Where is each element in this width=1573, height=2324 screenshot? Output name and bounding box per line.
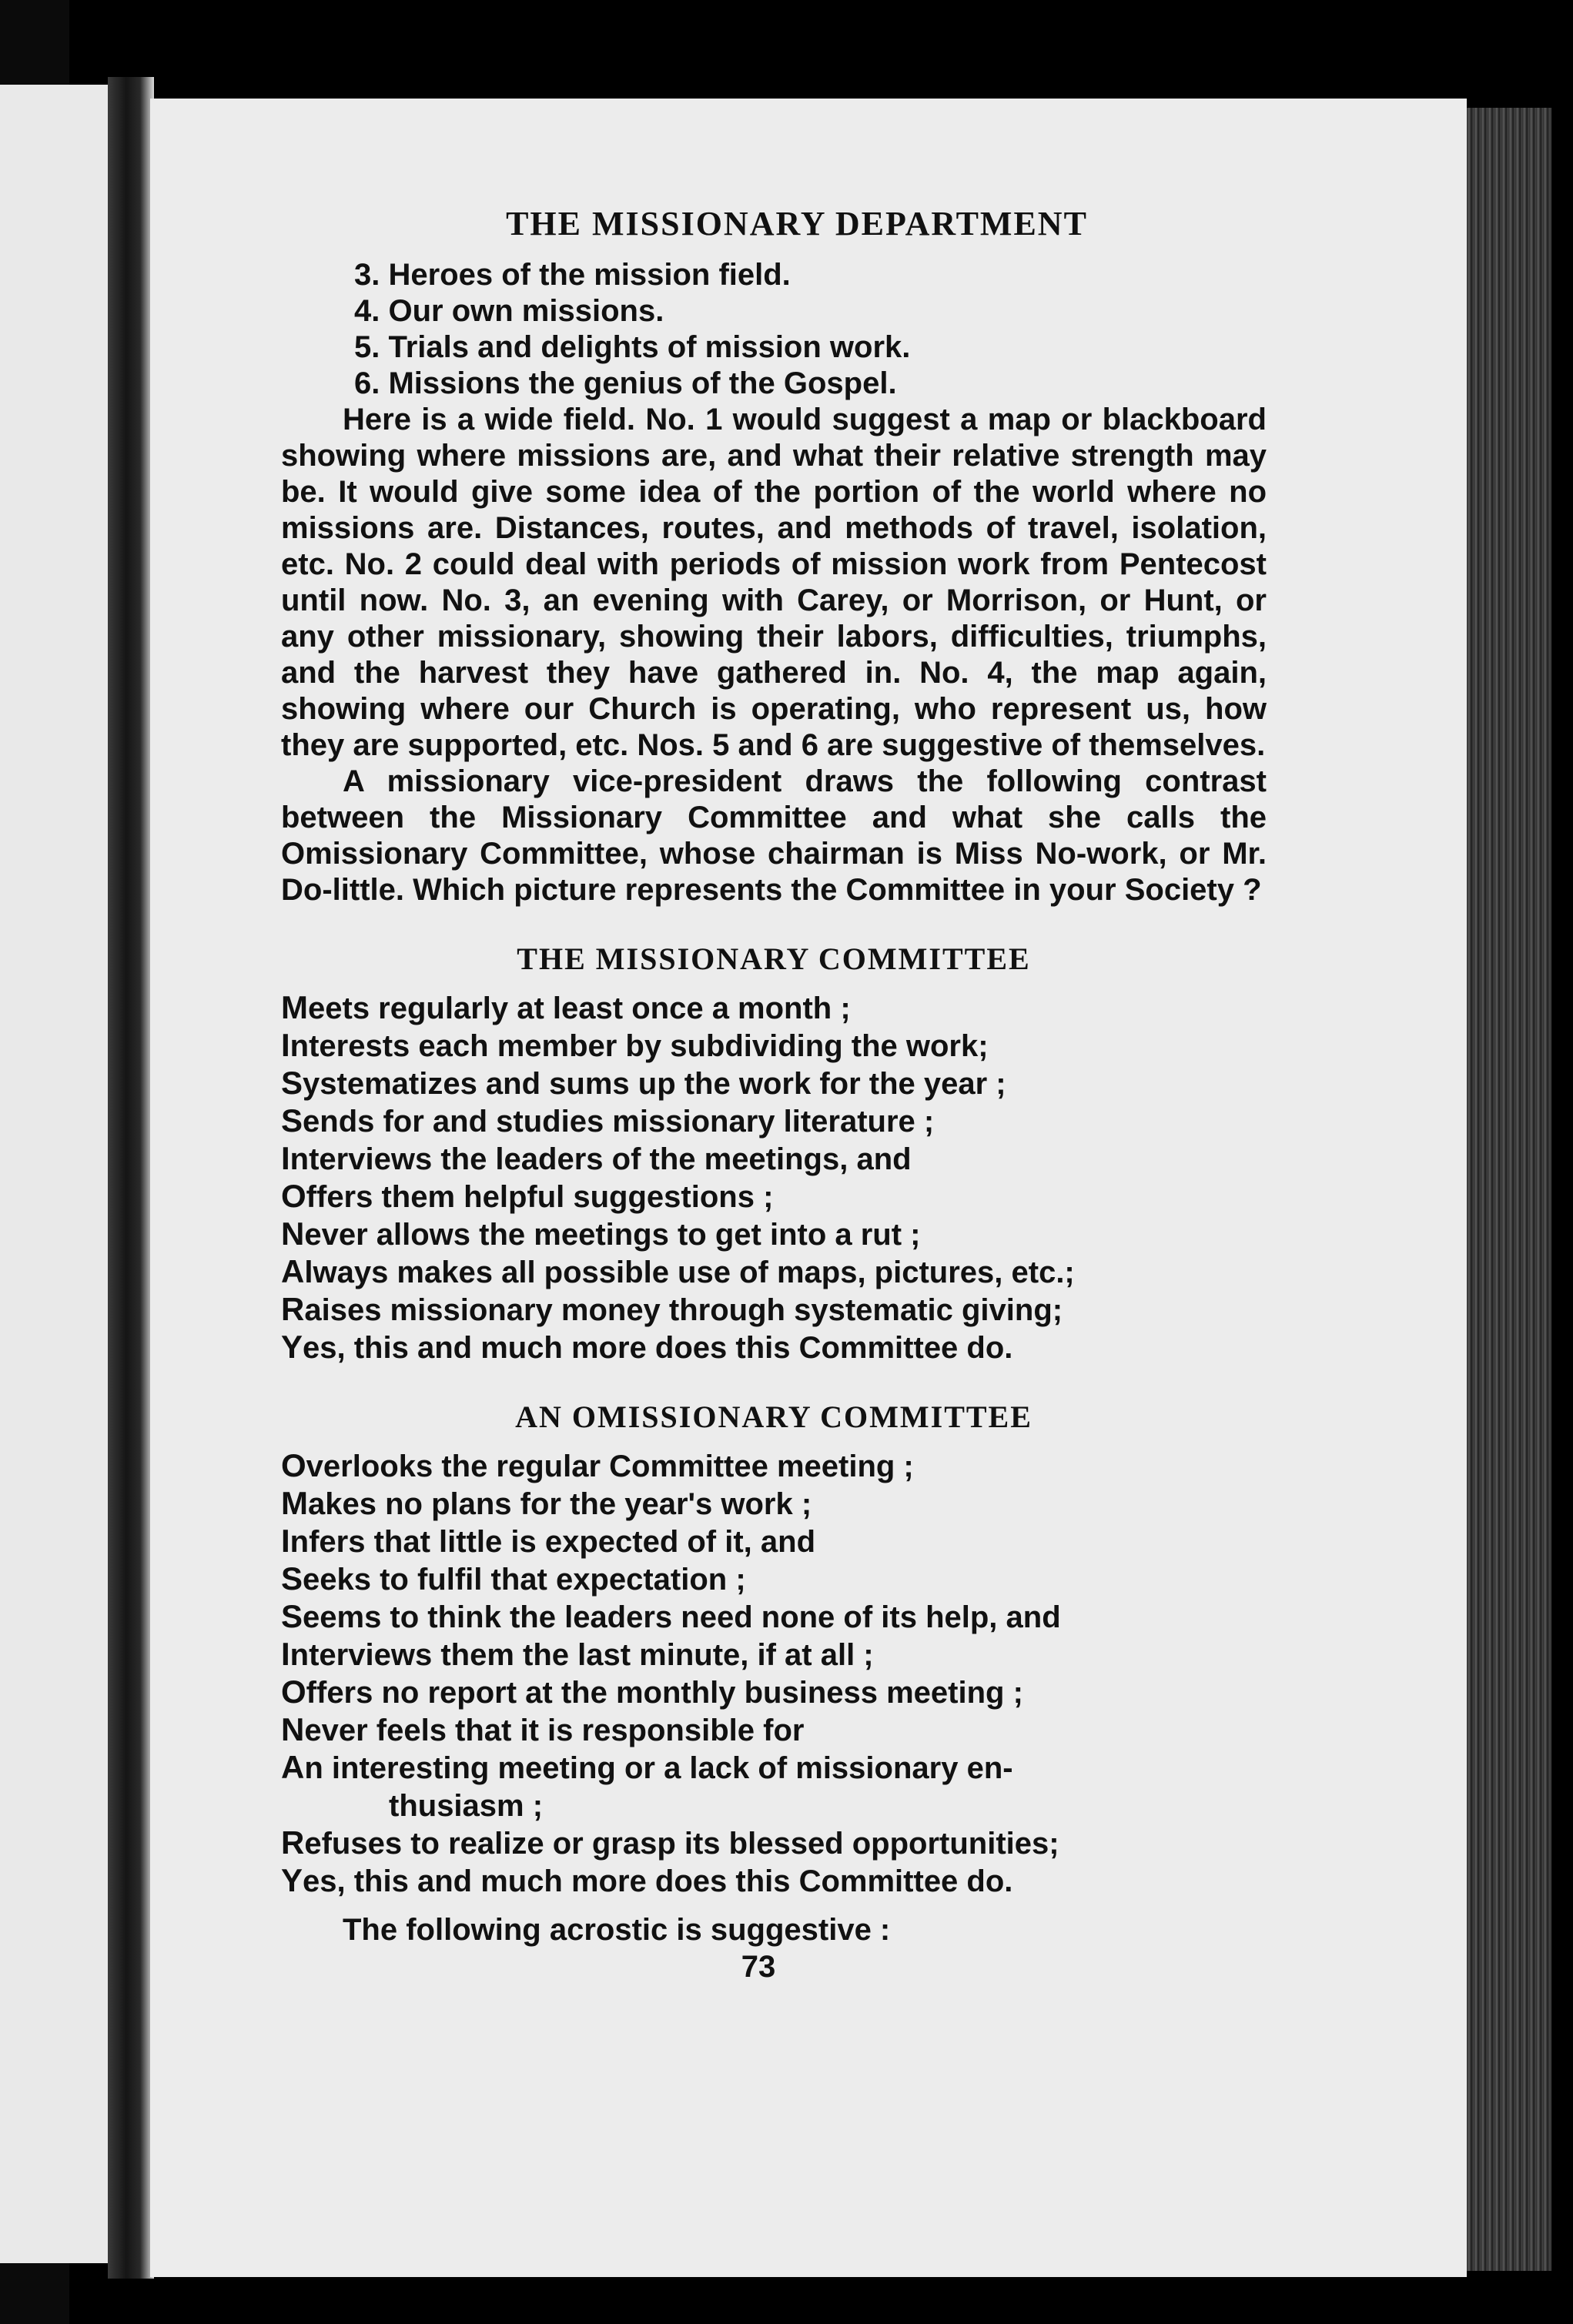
acrostic-initial: A <box>281 1253 305 1289</box>
list-item: 5. Trials and delights of mission work. <box>354 330 911 364</box>
acrostic-text: n interesting meeting or a lack of missionary en- <box>304 1751 1013 1785</box>
acrostic-initial: M <box>281 989 308 1025</box>
acrostic-line <box>281 1065 1267 1102</box>
acrostic-text: lways makes all possible use of maps, pictures, etc.; <box>304 1256 1075 1289</box>
running-head: THE MISSIONARY DEPARTMENT <box>506 205 1088 242</box>
acrostic-line <box>281 1598 1267 1636</box>
page-number: 73 <box>741 1950 776 1984</box>
acrostic-text: akes no plans for the year's work ; <box>308 1487 812 1521</box>
acrostic-text: efuses to realize or grasp its blessed opportunities; <box>304 1827 1059 1861</box>
acrostic-text: eets regularly at least once a month ; <box>308 991 851 1025</box>
acrostic-initial: A <box>281 1749 305 1785</box>
acrostic-line <box>281 989 1267 1027</box>
acrostic-text: es, this and much more does this Committee do. <box>303 1331 1013 1365</box>
acrostic-initial: S <box>281 1102 303 1139</box>
acrostic-line <box>281 1824 1267 1862</box>
acrostic-initial: O <box>281 1674 306 1710</box>
acrostic-line <box>281 1674 1267 1711</box>
acrostic-text: nterests each member by subdividing the work; <box>289 1029 989 1063</box>
acrostic-text: ends for and studies missionary literature ; <box>303 1105 935 1139</box>
acrostic-text: ystematizes and sums up the work for the year ; <box>303 1067 1006 1101</box>
acrostic-text: ever feels that it is responsible for <box>304 1714 805 1747</box>
acrostic-missionary <box>281 989 1267 1366</box>
acrostic-line <box>281 1216 1267 1253</box>
acrostic-initial: R <box>281 1824 305 1861</box>
list-item: 4. Our own missions. <box>354 294 664 328</box>
acrostic-line <box>281 1027 1267 1065</box>
acrostic-initial: M <box>281 1485 308 1521</box>
acrostic-initial: S <box>281 1598 303 1634</box>
paragraph <box>281 764 1267 908</box>
acrostic-text: aises missionary money through systematic giving; <box>304 1293 1063 1327</box>
acrostic-line <box>281 1253 1267 1291</box>
acrostic-initial: N <box>281 1711 305 1747</box>
paragraph-text: A missionary vice-president draws the following contrast between the Missionary Committee and what she calls the Omissionary Committee, whose chairman is Miss No-work, or Mr. Do-little. Which picture represents the Committee in your Society ? <box>281 764 1267 907</box>
page-text <box>281 204 1267 1984</box>
acrostic-line <box>281 1636 1267 1674</box>
acrostic-text: ever allows the meetings to get into a rut ; <box>304 1218 921 1252</box>
acrostic-initial: I <box>281 1027 290 1063</box>
section-heading: THE MISSIONARY COMMITTEE <box>517 941 1031 976</box>
acrostic-line <box>281 1749 1267 1787</box>
acrostic-text: nfers that little is expected of it, and <box>289 1525 816 1559</box>
list-item: 3. Heroes of the mission field. <box>354 258 791 292</box>
acrostic-line <box>281 1447 1267 1485</box>
acrostic-initial: S <box>281 1065 303 1101</box>
acrostic-text: eeks to fulfil that expectation ; <box>303 1563 746 1597</box>
acrostic-initial: O <box>281 1178 306 1214</box>
acrostic-initial: O <box>281 1447 306 1483</box>
section-heading: AN OMISSIONARY COMMITTEE <box>515 1399 1032 1434</box>
acrostic-initial: R <box>281 1291 305 1327</box>
numbered-list <box>281 257 1267 402</box>
paragraph <box>281 402 1267 764</box>
acrostic-line <box>281 1329 1267 1366</box>
acrostic-line <box>281 1485 1267 1523</box>
acrostic-text: es, this and much more does this Committee do. <box>303 1864 1013 1898</box>
acrostic-line <box>281 1291 1267 1329</box>
acrostic-line <box>281 1711 1267 1749</box>
acrostic-initial: S <box>281 1560 303 1597</box>
acrostic-line-continuation <box>281 1787 1267 1824</box>
closing-line: The following acrostic is suggestive : <box>343 1913 891 1947</box>
acrostic-text: ffers no report at the monthly business meeting ; <box>306 1676 1023 1710</box>
acrostic-initial: I <box>281 1140 290 1176</box>
acrostic-initial: Y <box>281 1862 303 1898</box>
acrostic-text: ffers them helpful suggestions ; <box>306 1180 774 1214</box>
paragraph-text: Here is a wide field. No. 1 would suggest a map or blackboard showing where missions are, and what their relative strength may be. It would give some idea of the portion of the world where no missions are. Distances, routes, and methods of travel, isolation, etc. No. 2 could deal with periods of mission work from Pentecost until now. No. 3, an evening with Carey, or Morrison, or Hunt, or any other missionary, showing their labors, difficulties, triumphs, and the harvest they have gathered in. No. 4, the map again, showing where our Church is operating, who represent us, how they are supported, etc. Nos. 5 and 6 are suggestive of themselves. <box>281 403 1267 762</box>
acrostic-text: verlooks the regular Committee meeting ; <box>306 1450 914 1483</box>
acrostic-text: nterviews the leaders of the meetings, and <box>289 1142 912 1176</box>
acrostic-initial: Y <box>281 1329 303 1365</box>
acrostic-text: eems to think the leaders need none of its help, and <box>303 1600 1061 1634</box>
acrostic-line <box>281 1523 1267 1560</box>
acrostic-line <box>281 1862 1267 1900</box>
acrostic-text: nterviews them the last minute, if at all ; <box>289 1638 874 1672</box>
acrostic-omissionary <box>281 1447 1267 1900</box>
acrostic-line <box>281 1560 1267 1598</box>
list-item: 6. Missions the genius of the Gospel. <box>354 366 897 400</box>
acrostic-initial: I <box>281 1523 290 1559</box>
acrostic-initial: N <box>281 1216 305 1252</box>
acrostic-line <box>281 1140 1267 1178</box>
acrostic-initial: I <box>281 1636 290 1672</box>
previous-page-edge <box>0 85 123 2263</box>
acrostic-line <box>281 1178 1267 1216</box>
book-gutter <box>108 77 154 2279</box>
page-stack-edges <box>1467 108 1551 2271</box>
acrostic-line <box>281 1102 1267 1140</box>
acrostic-text: thusiasm ; <box>389 1789 544 1823</box>
